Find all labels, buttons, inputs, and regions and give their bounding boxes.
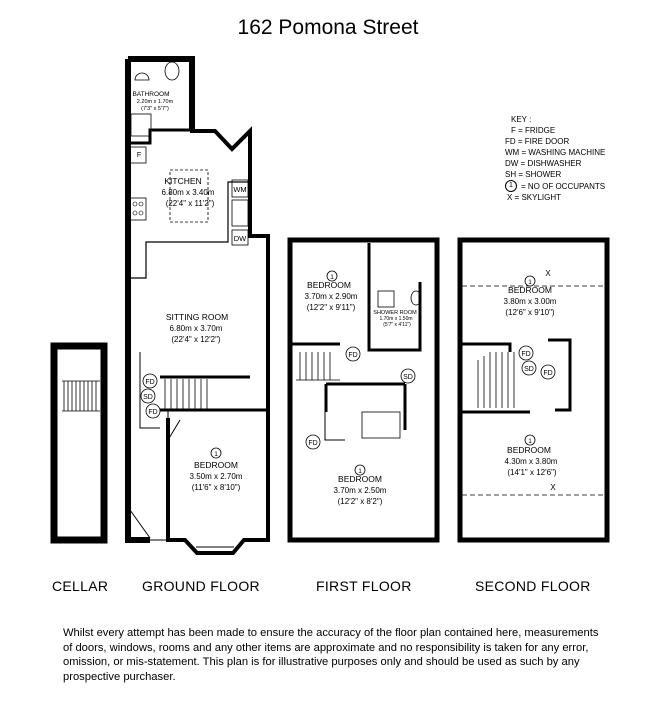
key-item-shower: SH = SHOWER (505, 170, 562, 179)
toilet (165, 62, 179, 80)
first-bedroom-b-occupants: 1 (358, 468, 362, 475)
first-bedroom-a-metric: 3.70m x 2.90m (304, 292, 358, 301)
second-bedroom-b-imperial: (14'1" x 12'6") (507, 468, 557, 477)
bathroom-imperial: (7'3" x 5'7") (141, 106, 169, 112)
ground-bedroom-metric: 3.50m x 2.70m (189, 472, 243, 481)
ground-bedroom-imperial: (11'6" x 8'10") (191, 483, 241, 492)
first-bedroom-b-name: BEDROOM (338, 474, 382, 484)
cellar-plan (54, 346, 104, 540)
ground-stairs (165, 379, 207, 410)
dw-marker: DW (233, 234, 247, 243)
first-sd-marker: SD (403, 374, 413, 381)
floor-label-second: SECOND FLOOR (475, 578, 591, 594)
fridge-marker: F (136, 152, 142, 159)
kitchen-imperial: (22'4" x 11'2") (165, 199, 215, 208)
ground-bedroom-occupants: 1 (214, 451, 218, 458)
hob (130, 198, 146, 220)
first-bedroom-a-occupants: 1 (330, 274, 334, 281)
key-item-occupants (497, 180, 605, 192)
shower-room-fitting (378, 291, 394, 307)
disclaimer-text: Whilst every attempt has been made to ensure the accuracy of the floor plan contained here, measurements of doors, windows, rooms and any other items are approximate and no responsibility is taken for any error, omission, or mis-statement. This plan is for illustrative purposes only and should be used as such by any prospective purchaser. (63, 627, 599, 683)
floor-label-cellar: CELLAR (52, 578, 109, 594)
ground-fd-marker-2: FD (148, 409, 158, 416)
kitchen-name: KITCHEN (164, 176, 202, 186)
shower-imperial: (5'7" x 4'11") (383, 322, 411, 328)
first-bedroom-door (325, 412, 345, 440)
ground-bedroom-name: BEDROOM (194, 460, 238, 470)
skylight-marker-1: X (545, 269, 551, 278)
second-bedroom-b-metric: 4.30m x 3.80m (504, 457, 558, 466)
ground-fd-marker-1: FD (145, 379, 155, 386)
ground-sd-marker: SD (143, 394, 153, 401)
bathroom-wall (128, 130, 192, 143)
key-item-washing-machine: WM = WASHING MACHINE (505, 148, 606, 157)
bathroom-name: BATHROOM (132, 91, 170, 98)
cellar-stairs (62, 381, 100, 411)
kitchen-metric: 6.80m x 3.40m (161, 188, 215, 197)
plan-title: 162 Pomona Street (237, 16, 419, 39)
wm-marker: WM (233, 185, 247, 194)
cellar-walls (54, 346, 104, 540)
first-bedroom-b-metric: 3.70m x 2.50m (333, 486, 387, 495)
sink (232, 200, 248, 226)
key-item-fridge: F = FRIDGE (511, 126, 556, 135)
plan-key (497, 114, 605, 203)
bath-shower-tray (131, 114, 151, 136)
first-stairs (296, 352, 340, 380)
skylight-marker-2: X (550, 483, 556, 492)
sitting-imperial: (22'4" x 12'2") (171, 335, 221, 344)
ground-hall-walls (160, 377, 268, 410)
shower-room-walls (369, 243, 420, 350)
second-bedroom-a-metric: 3.80m x 3.00m (503, 297, 557, 306)
second-bedroom-a-occupants: 1 (528, 279, 532, 286)
room-labels (132, 91, 557, 506)
shower-tray (362, 412, 400, 438)
second-bedroom-a-imperial: (12'6" x 9'10") (505, 308, 555, 317)
occupants-label: = NO OF OCCUPANTS (521, 181, 606, 191)
first-bedroom-a-imperial: (12'2" x 9'11") (306, 303, 356, 312)
key-item-dishwasher: DW = DISHWASHER (505, 159, 582, 168)
floor-label-ground: GROUND FLOOR (142, 578, 260, 594)
occupants-symbol: 1 (505, 180, 517, 192)
first-bedroom-b-imperial: (12'2" x 8'2") (337, 497, 383, 506)
second-sd-marker: SD (524, 366, 534, 373)
key-item-fire-door: FD = FIRE DOOR (505, 137, 570, 146)
key-item-skylight: X = SKYLIGHT (507, 193, 562, 202)
key-heading: KEY : (511, 115, 532, 124)
first-fd-marker-1: FD (348, 352, 358, 359)
basin (135, 73, 149, 80)
floor-label-first: FIRST FLOOR (316, 578, 412, 594)
sitting-name: SITTING ROOM (165, 312, 229, 322)
shower-name: SHOWER ROOM (373, 310, 417, 316)
first-bedroom-a-name: BEDROOM (307, 280, 351, 290)
second-fd-marker-2: FD (543, 370, 553, 377)
bathroom-metric: 2.20m x 1.70m (136, 99, 174, 105)
second-stairs (478, 352, 514, 408)
shower-metric: 1.70m x 1.50m (379, 316, 413, 322)
second-bedroom-b-occupants: 1 (528, 438, 532, 445)
first-fd-marker-2: FD (308, 440, 318, 447)
sitting-metric: 6.80m x 3.70m (169, 324, 223, 333)
second-fd-marker-1: FD (521, 351, 531, 358)
second-bedroom-b-name: BEDROOM (507, 445, 551, 455)
second-bedroom-a-name: BEDROOM (508, 285, 552, 295)
front-door (130, 510, 150, 538)
